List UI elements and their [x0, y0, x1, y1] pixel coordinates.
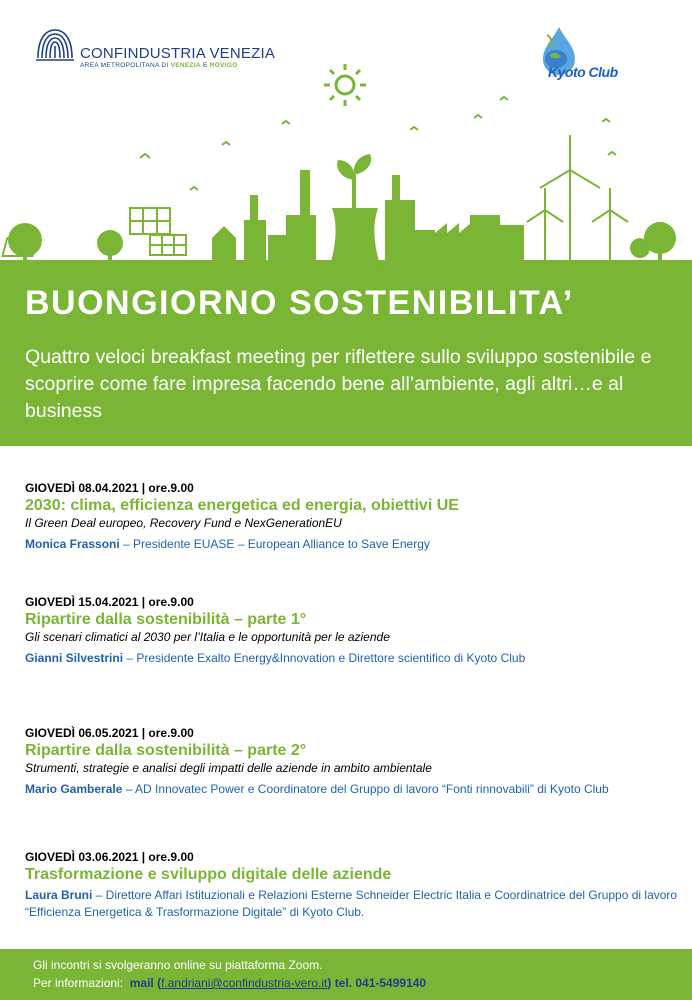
partner-name: Kyoto Club: [548, 64, 618, 80]
event-date: GIOVEDÌ 08.04.2021 | ore.9.00: [25, 481, 194, 495]
event-title: Trasformazione e sviluppo digitale delle aziende: [25, 866, 392, 883]
event-title: Ripartire dalla sostenibilità – parte 1°: [25, 611, 307, 628]
event-description: Il Green Deal europeo, Recovery Fund e NexGenerationEU: [25, 516, 342, 530]
footer: [0, 949, 692, 1000]
event-speaker: Monica Frassoni – Presidente EUASE – European Alliance to Save Energy: [25, 537, 430, 551]
phone-number: tel. 041-5499140: [334, 976, 427, 990]
page-title: BUONGIORNO SOSTENIBILITA’: [25, 284, 574, 322]
event-speaker: Gianni Silvestrini – Presidente Exalto Energy&Innovation e Direttore scientifico di Kyoto Club: [25, 651, 526, 665]
org-name: CONFINDUSTRIA VENEZIA: [80, 45, 276, 62]
event-description: Gli scenari climatici al 2030 per l’Italia e le opportunità per le aziende: [25, 630, 390, 644]
footer-note: Gli incontri si svolgeranno online su piattaforma Zoom.: [33, 958, 323, 972]
green-city-illustration: [0, 60, 692, 270]
event-speaker: Laura Bruni – Direttore Affari Istituzionali e Relazioni Esterne Schneider Electric Italia e Coordinatrice del Gruppo di lavoro “Efficienza Energetica & Trasformazione Digitale” di Kyoto Club.: [25, 888, 678, 919]
email-link[interactable]: f.andriani@confindustria-vero.it: [161, 976, 328, 990]
event-title: 2030: clima, efficienza energetica ed energia, obiettivi UE: [25, 497, 459, 514]
event-date: GIOVEDÌ 06.05.2021 | ore.9.00: [25, 726, 194, 740]
event-3: [25, 725, 685, 798]
event-date: GIOVEDÌ 03.06.2021 | ore.9.00: [25, 850, 194, 864]
event-4: [25, 849, 685, 921]
event-description: Strumenti, strategie e analisi degli impatti delle aziende in ambito ambientale: [25, 761, 432, 775]
event-date: GIOVEDÌ 15.04.2021 | ore.9.00: [25, 595, 194, 609]
org-subtitle: AREA METROPOLITANA DI VENEZIA E ROVIGO: [80, 62, 238, 69]
event-1: [25, 480, 685, 553]
event-speaker: Mario Gamberale – AD Innovatec Power e Coordinatore del Gruppo di lavoro “Fonti rinnovabili” di Kyoto Club: [25, 782, 609, 796]
banner-subtitle: Quattro veloci breakfast meeting per riflettere sullo sviluppo sostenibile e scoprire come fare impresa facendo bene all’ambiente, agli altri…e al business: [25, 346, 652, 422]
footer-contact: Per informazioni: mail (f.andriani@confindustria-vero.it) tel. 041-5499140: [33, 976, 427, 990]
event-title: Ripartire dalla sostenibilità – parte 2°: [25, 742, 307, 759]
event-2: [25, 594, 685, 667]
